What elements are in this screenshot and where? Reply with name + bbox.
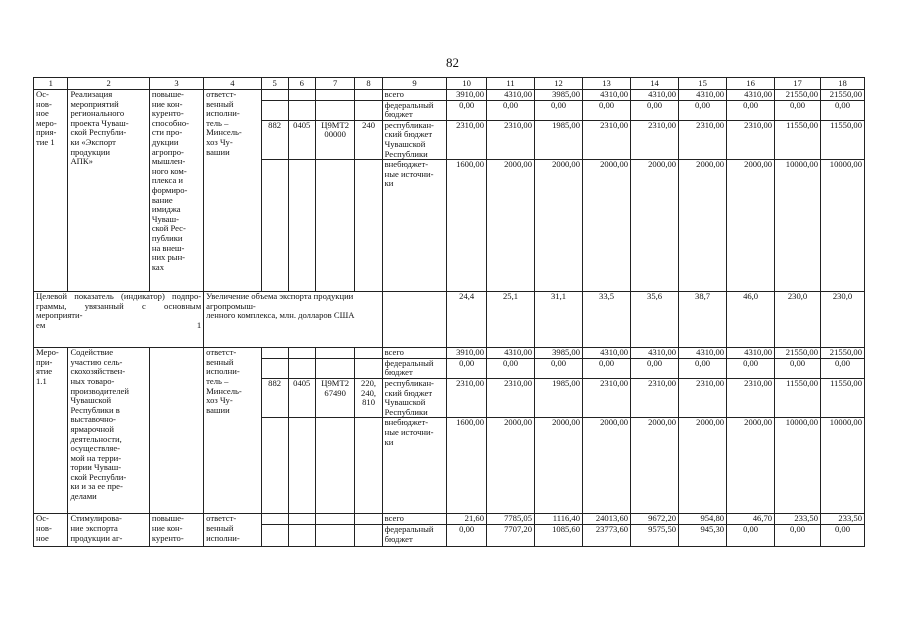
value-cell: 233,50: [775, 514, 821, 525]
value-cell: 4310,00: [631, 90, 679, 101]
value-cell: 2000,00: [679, 160, 727, 292]
value-cell: 2310,00: [447, 120, 487, 159]
indicator-row: [34, 292, 865, 348]
header-cell: 11: [487, 78, 535, 90]
expense-type-code: 240: [355, 120, 382, 159]
indicator-value: 31,1: [535, 292, 583, 348]
value-cell: 24013,60: [583, 514, 631, 525]
value-cell: 0,00: [727, 100, 775, 120]
value-cell: 1116,40: [535, 514, 583, 525]
measure-label: Ос- нов- ное меро- прия- тие 1: [34, 90, 68, 292]
expense-type-code: 220, 240, 810: [355, 378, 382, 417]
value-cell: 2310,00: [631, 378, 679, 417]
indicator-value: 24,4: [447, 292, 487, 348]
header-cell: 16: [727, 78, 775, 90]
header-cell: 15: [679, 78, 727, 90]
indicator-value: 230,0: [821, 292, 865, 348]
value-cell: 11550,00: [775, 120, 821, 159]
measure-label: Ос- нов- ное: [34, 514, 68, 547]
value-cell: 11550,00: [821, 378, 865, 417]
value-cell: 0,00: [679, 358, 727, 378]
value-cell: 11550,00: [821, 120, 865, 159]
value-cell: 4310,00: [727, 90, 775, 101]
value-cell: 2310,00: [487, 378, 535, 417]
measure-title: Стимулирова- ние экспорта продукции аг-: [68, 514, 149, 547]
value-cell: 2310,00: [679, 120, 727, 159]
value-cell: 0,00: [487, 100, 535, 120]
value-cell: 1600,00: [447, 418, 487, 514]
value-cell: 46,70: [727, 514, 775, 525]
admin-code: 882: [261, 378, 288, 417]
budget-table: [33, 77, 865, 547]
value-cell: 10000,00: [821, 160, 865, 292]
value-cell: 954,80: [679, 514, 727, 525]
source-label: республикан- ский бюджет Чувашской Республики: [382, 120, 447, 159]
admin-code: 882: [261, 120, 288, 159]
value-cell: 4310,00: [487, 90, 535, 101]
value-cell: 0,00: [535, 358, 583, 378]
value-cell: 2310,00: [447, 378, 487, 417]
value-cell: 2310,00: [487, 120, 535, 159]
target-article-code: Ц9МТ2 00000: [315, 120, 355, 159]
value-cell: 2310,00: [631, 120, 679, 159]
measure-goal: повыше- ние кон- куренто- способно- сти про- дукции агропро- мышлен- ного ком- плекса и формиро- вание имиджа Чуваш- ской Рес- публики на внеш- них рын- ках: [149, 90, 203, 292]
value-cell: 2310,00: [583, 378, 631, 417]
indicator-description: Увеличение объема экспорта продукции агропромыш- ленного комплекса, млн. долларов США: [204, 292, 382, 348]
value-cell: 0,00: [631, 358, 679, 378]
value-cell: 2000,00: [583, 418, 631, 514]
section-code: 0405: [288, 120, 315, 159]
source-label: всего: [382, 90, 447, 101]
value-cell: 0,00: [727, 358, 775, 378]
header-cell: 1: [34, 78, 68, 90]
value-cell: 4310,00: [583, 90, 631, 101]
value-cell: 4310,00: [727, 348, 775, 359]
value-cell: 0,00: [631, 100, 679, 120]
header-row: [34, 78, 865, 90]
indicator-value: 230,0: [775, 292, 821, 348]
source-label: всего: [382, 514, 447, 525]
value-cell: 0,00: [821, 100, 865, 120]
source-label: федеральный бюджет: [382, 524, 447, 546]
value-cell: 0,00: [821, 358, 865, 378]
value-cell: 2310,00: [679, 378, 727, 417]
header-cell: 6: [288, 78, 315, 90]
value-cell: 945,30: [679, 524, 727, 546]
source-label: внебюджет- ные источни- ки: [382, 160, 447, 292]
indicator-label: Целевой показатель (индикатор) подпро- граммы, увязанный с основным мероприяти- ем 1: [34, 292, 204, 348]
indicator-value: 33,5: [583, 292, 631, 348]
value-cell: 0,00: [775, 524, 821, 546]
measure-title: Содействие участию сель- скохозяйствен- ных товаро- производителей Чувашской Республики в выставочно- ярмарочной деятельности, осуществляе- мой на терри- тории Чуваш- ской Республи- ки и за ее пре- делами: [68, 348, 149, 514]
value-cell: 0,00: [583, 100, 631, 120]
value-cell: 0,00: [679, 100, 727, 120]
indicator-value: 46,0: [727, 292, 775, 348]
value-cell: 21550,00: [775, 90, 821, 101]
value-cell: 9672,20: [631, 514, 679, 525]
section-code: 0405: [288, 378, 315, 417]
measure-title: Реализация мероприятий регионального проекта Чуваш- ской Республи- ки «Экспорт продукции АПК»: [68, 90, 149, 292]
value-cell: 4310,00: [583, 348, 631, 359]
value-cell: 0,00: [487, 358, 535, 378]
header-cell: 14: [631, 78, 679, 90]
value-cell: 2000,00: [679, 418, 727, 514]
value-cell: 7707,20: [487, 524, 535, 546]
value-cell: 3910,00: [447, 348, 487, 359]
indicator-value: 38,7: [679, 292, 727, 348]
table-row: [34, 90, 865, 101]
header-cell: 7: [315, 78, 355, 90]
header-cell: 18: [821, 78, 865, 90]
value-cell: 21,60: [447, 514, 487, 525]
header-cell: 5: [261, 78, 288, 90]
value-cell: 3985,00: [535, 90, 583, 101]
value-cell: 3985,00: [535, 348, 583, 359]
table-row: [34, 514, 865, 525]
value-cell: 0,00: [447, 524, 487, 546]
value-cell: 0,00: [447, 100, 487, 120]
page-number: 82: [446, 55, 459, 70]
value-cell: 1085,60: [535, 524, 583, 546]
responsible-executor: ответст- венный исполни-: [204, 514, 261, 547]
value-cell: 4310,00: [679, 90, 727, 101]
measure-goal: [149, 348, 203, 514]
value-cell: 2310,00: [727, 120, 775, 159]
value-cell: 0,00: [447, 358, 487, 378]
value-cell: 3910,00: [447, 90, 487, 101]
value-cell: 1985,00: [535, 378, 583, 417]
source-label: внебюджет- ные источни- ки: [382, 418, 447, 514]
value-cell: 0,00: [775, 358, 821, 378]
value-cell: 2310,00: [727, 378, 775, 417]
indicator-value: 35,6: [631, 292, 679, 348]
value-cell: 2310,00: [583, 120, 631, 159]
value-cell: 21550,00: [821, 90, 865, 101]
value-cell: 4310,00: [631, 348, 679, 359]
value-cell: 2000,00: [727, 418, 775, 514]
value-cell: 10000,00: [775, 160, 821, 292]
indicator-value: 25,1: [487, 292, 535, 348]
value-cell: 2000,00: [487, 418, 535, 514]
value-cell: 4310,00: [487, 348, 535, 359]
responsible-executor: ответст- венный исполни- тель – Минсель- хоз Чу- вашии: [204, 348, 261, 514]
value-cell: 7785,05: [487, 514, 535, 525]
header-cell: 4: [204, 78, 261, 90]
header-cell: 9: [382, 78, 447, 90]
value-cell: 23773,60: [583, 524, 631, 546]
header-cell: 2: [68, 78, 149, 90]
header-cell: 13: [583, 78, 631, 90]
source-label: федеральный бюджет: [382, 100, 447, 120]
value-cell: 2000,00: [631, 418, 679, 514]
value-cell: 0,00: [583, 358, 631, 378]
target-article-code: Ц9МТ2 67490: [315, 378, 355, 417]
value-cell: 233,50: [821, 514, 865, 525]
responsible-executor: ответст- венный исполни- тель – Минсель- хоз Чу- вашии: [204, 90, 261, 292]
value-cell: 4310,00: [679, 348, 727, 359]
value-cell: 9575,50: [631, 524, 679, 546]
table-row: [34, 348, 865, 359]
measure-goal: повыше- ние кон- куренто-: [149, 514, 203, 547]
header-cell: 17: [775, 78, 821, 90]
measure-label: Меро- при- ятие 1.1: [34, 348, 68, 514]
header-cell: 12: [535, 78, 583, 90]
value-cell: 0,00: [727, 524, 775, 546]
value-cell: 21550,00: [775, 348, 821, 359]
value-cell: 2000,00: [631, 160, 679, 292]
value-cell: 1600,00: [447, 160, 487, 292]
value-cell: 2000,00: [487, 160, 535, 292]
value-cell: 10000,00: [821, 418, 865, 514]
value-cell: 11550,00: [775, 378, 821, 417]
value-cell: 0,00: [821, 524, 865, 546]
source-label: всего: [382, 348, 447, 359]
header-cell: 8: [355, 78, 382, 90]
value-cell: 21550,00: [821, 348, 865, 359]
source-label: республикан- ский бюджет Чувашской Республики: [382, 378, 447, 417]
value-cell: 2000,00: [535, 418, 583, 514]
header-cell: 10: [447, 78, 487, 90]
value-cell: 1985,00: [535, 120, 583, 159]
value-cell: 2000,00: [727, 160, 775, 292]
value-cell: 2000,00: [583, 160, 631, 292]
source-label: федеральный бюджет: [382, 358, 447, 378]
value-cell: 0,00: [775, 100, 821, 120]
value-cell: 2000,00: [535, 160, 583, 292]
value-cell: 0,00: [535, 100, 583, 120]
value-cell: 10000,00: [775, 418, 821, 514]
header-cell: 3: [149, 78, 203, 90]
